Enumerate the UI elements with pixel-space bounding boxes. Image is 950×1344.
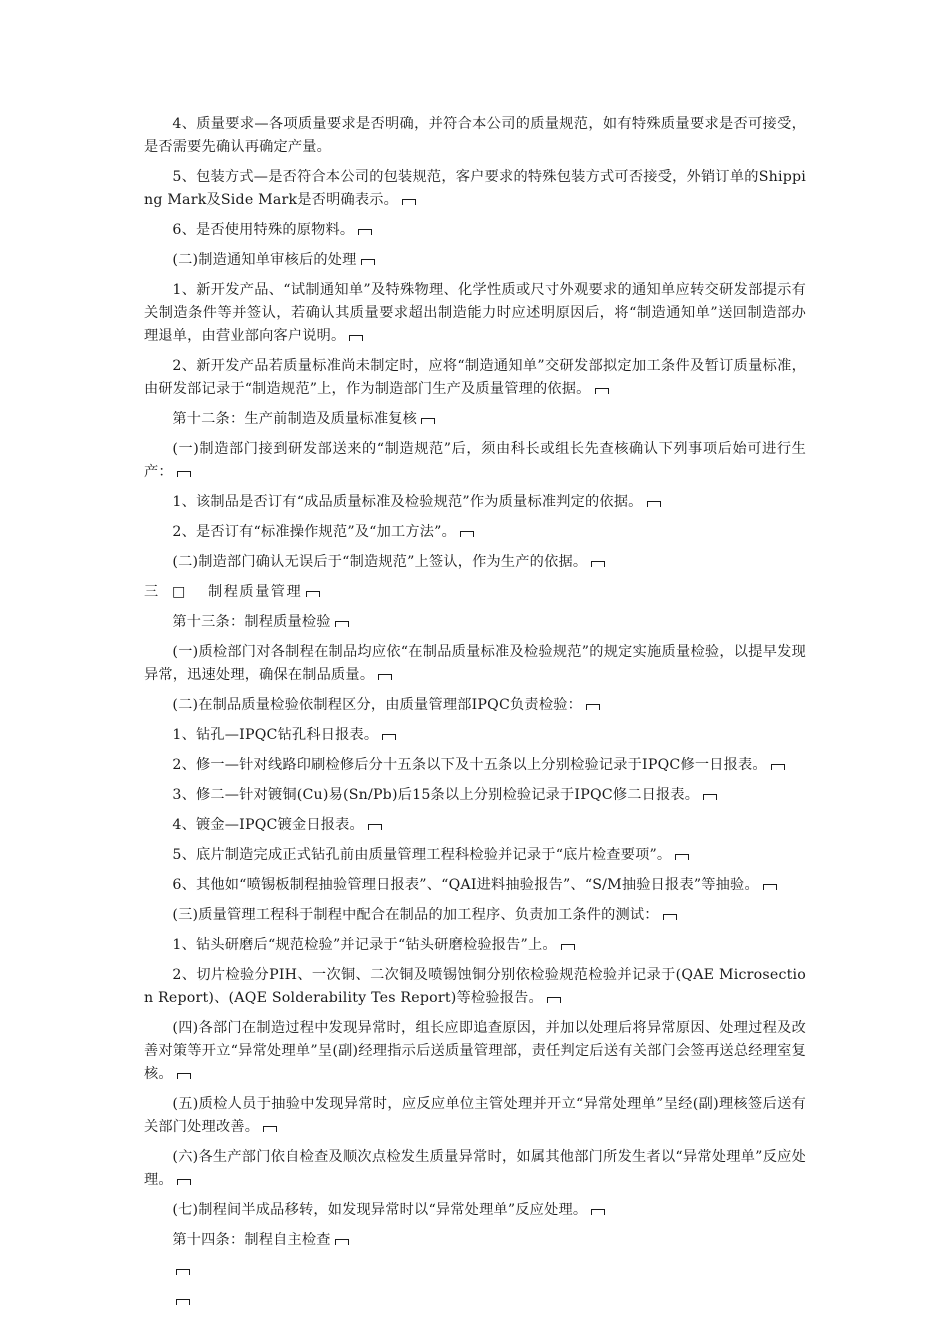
paragraph: (一)质检部门对各制程在制品均应依“在制品质量标准及检验规范”的规定实施质量检验，以提早发现异常，迅速处理，确保在制品质量。 [144, 644, 806, 683]
paragraph: (四)各部门在制造过程中发现异常时，组长应即追查原因，并加以处理后将异常原因、处理过程及改善对策等开立“异常处理单”呈(副)经理指示后送质量管理部，责任判定后送有关部门会签再送总经理室复核。 [144, 1020, 806, 1082]
paragraph-mark-icon [421, 418, 435, 424]
paragraph-mark-icon [703, 794, 717, 800]
paragraph: 2、切片检验分PIH、一次铜、二次铜及喷锡蚀铜分别依检验规范检验并记录于(QAE Microsection Report)、(AQE Solderability Tes Report)等检验报告。 [144, 967, 806, 1006]
paragraph: 第十四条：制程自主检查 [144, 1229, 806, 1252]
paragraph-mark-icon [263, 1126, 277, 1132]
paragraph: (六)各生产部门依自检查及顺次点检发生质量异常时，如属其他部门所发生者以“异常处理单”反应处理。 [144, 1149, 806, 1188]
paragraph: 1、钻头研磨后“规范检验”并记录于“钻头研磨检验报告”上。 [144, 934, 806, 957]
paragraph-mark-icon [591, 561, 605, 567]
paragraph-mark-icon [176, 1299, 190, 1305]
paragraph-mark-icon [378, 674, 392, 680]
paragraph-mark-icon [460, 531, 474, 537]
paragraph-mark-icon [771, 764, 785, 770]
paragraph: 3、修二—针对镀铜(Cu)易(Sn/Pb)后15条以上分别检验记录于IPQC修二日报表。 [144, 784, 806, 807]
paragraph-mark-icon [595, 388, 609, 394]
document-page [144, 113, 806, 1319]
paragraph-mark-icon [358, 229, 372, 235]
paragraph-mark-icon [361, 259, 375, 265]
paragraph-mark-icon [647, 501, 661, 507]
paragraph-mark-icon [177, 1179, 191, 1185]
section-number: 三 [144, 584, 160, 600]
paragraph-mark-icon [177, 471, 191, 477]
paragraph-mark-icon [402, 199, 416, 205]
paragraph [144, 1289, 806, 1312]
paragraph-mark-icon [368, 824, 382, 830]
paragraph-mark-icon [663, 914, 677, 920]
paragraph-mark-icon [763, 884, 777, 890]
paragraph-mark-icon [591, 1209, 605, 1215]
paragraph: (五)质检人员于抽验中发现异常时，应反应单位主管处理并开立“异常处理单”呈经(副)理核签后送有关部门处理改善。 [144, 1096, 806, 1135]
paragraph: 4、质量要求—各项质量要求是否明确，并符合本公司的质量规范，如有特殊质量要求是否可接受，是否需要先确认再确定产量。 [144, 116, 806, 155]
checkbox-glyph-icon: □ [172, 584, 187, 600]
paragraph: 5、包装方式—是否符合本公司的包装规范，客户要求的特殊包装方式可否接受，外销订单的Shipping Mark及Side Mark是否明确表示。 [144, 169, 806, 208]
paragraph: 5、底片制造完成正式钻孔前由质量管理工程科检验并记录于“底片检查要项”。 [144, 844, 806, 867]
paragraph-mark-icon [586, 704, 600, 710]
paragraph: 1、该制品是否订有“成品质量标准及检验规范”作为质量标准判定的依据。 [144, 491, 806, 514]
paragraph-mark-icon [335, 1239, 349, 1245]
paragraph: (七)制程间半成品移转，如发现异常时以“异常处理单”反应处理。 [144, 1199, 806, 1222]
section-title: 制程质量管理 [208, 584, 303, 600]
paragraph: (二)制造通知单审核后的处理 [144, 249, 806, 272]
paragraph-mark-icon [176, 1269, 190, 1275]
paragraph-mark-icon [349, 335, 363, 341]
paragraph: 2、新开发产品若质量标准尚未制定时，应将“制造通知单”交研发部拟定加工条件及暂订质量标准，由研发部记录于“制造规范”上，作为制造部门生产及质量管理的依据。 [144, 358, 806, 397]
paragraph: 4、镀金—IPQC镀金日报表。 [144, 814, 806, 837]
paragraph: 6、其他如“喷锡板制程抽验管理日报表”、“QAI进料抽验报告”、“S/M抽验日报表”等抽验。 [144, 874, 806, 897]
paragraph: 第十三条：制程质量检验 [144, 611, 806, 634]
paragraph: (二)制造部门确认无误后于“制造规范”上签认，作为生产的依据。 [144, 551, 806, 574]
paragraph-mark-icon [547, 997, 561, 1003]
paragraph [144, 1259, 806, 1282]
paragraph: (三)质量管理工程科于制程中配合在制品的加工程序、负责加工条件的测试： [144, 904, 806, 927]
paragraph-mark-icon [335, 621, 349, 627]
paragraph: 6、是否使用特殊的原物料。 [144, 219, 806, 242]
paragraph-mark-icon [561, 944, 575, 950]
paragraph-mark-icon [177, 1073, 191, 1079]
paragraph: 2、修一—针对线路印刷检修后分十五条以下及十五条以上分别检验记录于IPQC修一日报表。 [144, 754, 806, 777]
paragraph-mark-icon [382, 734, 396, 740]
paragraph: (二)在制品质量检验依制程区分，由质量管理部IPQC负责检验： [144, 694, 806, 717]
paragraph-mark-icon [675, 854, 689, 860]
paragraph: 1、钻孔—IPQC钻孔科日报表。 [144, 724, 806, 747]
paragraph: (一)制造部门接到研发部送来的“制造规范”后，须由科长或组长先查核确认下列事项后始可进行生产： [144, 441, 806, 480]
paragraph: 2、是否订有“标准操作规范”及“加工方法”。 [144, 521, 806, 544]
paragraph: 第十二条：生产前制造及质量标准复核 [144, 408, 806, 431]
section-heading [144, 581, 806, 604]
paragraph-mark-icon [306, 591, 320, 597]
paragraph: 1、新开发产品、“试制通知单”及特殊物理、化学性质或尺寸外观要求的通知单应转交研发部提示有关制造条件等并签认，若确认其质量要求超出制造能力时应述明原因后，将“制造通知单”送回制造部办理退单，由营业部向客户说明。 [144, 282, 806, 344]
